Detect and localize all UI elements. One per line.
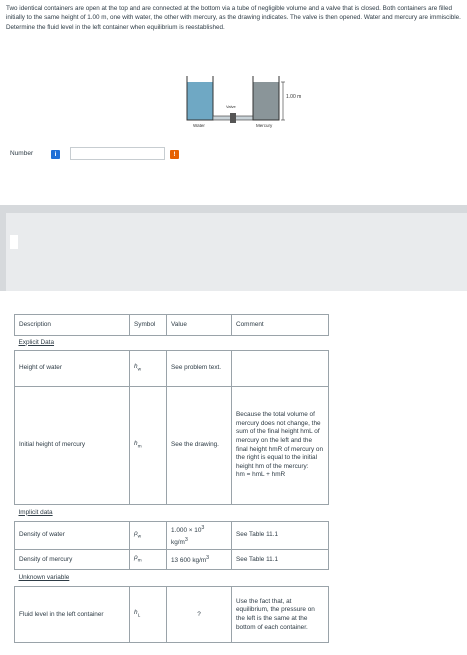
- problem-statement: Two identical containers are open at the top and are connected at the bottom via a tube of negligible volume and a valve that is closed. Both containers are filled initially to the same height of 1.00 m, one with water, the other with mercury, as the drawing indicates. The valve is then opened. Water and mercury are immiscible. Determine the fluid level in the left container when equilibrium is reestablished.: [6, 5, 461, 31]
- table-row: [15, 522, 329, 550]
- info-icon[interactable]: i: [51, 150, 60, 159]
- row-comment: [232, 387, 329, 505]
- row-value: $1.000 \times 10^3$ $kg/m^3$: [167, 522, 232, 550]
- section-unknown-label: Unknown variable: [18, 574, 70, 582]
- section-implicit-row: [15, 505, 329, 522]
- row-comment-formula: hm = hmL + hmR: [236, 471, 286, 479]
- mercury-label: Mercury: [256, 123, 273, 128]
- answer-input[interactable]: [70, 147, 165, 160]
- table-row: [15, 351, 329, 387]
- height-label: 1.00 m: [286, 94, 302, 100]
- row-symbol: $\rho_w$: [130, 522, 167, 550]
- table-row: [15, 550, 329, 570]
- section-explicit-row: [15, 336, 329, 351]
- mercury-fill: [253, 82, 279, 120]
- header-value: Value: [167, 315, 232, 336]
- valve-label: Valve: [226, 104, 236, 109]
- row-symbol: $\rho_m$: [130, 550, 167, 570]
- row-comment: See Table 11.1: [232, 522, 329, 550]
- valve-icon: [230, 113, 236, 123]
- warning-icon: !: [170, 150, 179, 159]
- section-explicit-label: Explicit Data: [18, 338, 55, 346]
- section-unknown-row: [15, 570, 329, 587]
- answer-row: [8, 146, 188, 164]
- header-symbol: Symbol: [130, 315, 167, 336]
- row-desc: Density of water: [15, 522, 130, 550]
- table-row: [15, 587, 329, 643]
- row-value: See the drawing.: [167, 387, 232, 505]
- containers-figure: [182, 72, 302, 128]
- row-desc: Density of mercury: [15, 550, 130, 570]
- media-frame: [0, 205, 467, 291]
- row-value: ?: [167, 587, 232, 643]
- row-desc: Height of water: [15, 351, 130, 387]
- row-desc: Fluid level in the left container: [15, 587, 130, 643]
- section-implicit-label: Implicit data: [18, 508, 53, 516]
- solution-table: [14, 314, 329, 643]
- row-comment: See Table 11.1: [232, 550, 329, 570]
- water-fill: [187, 82, 213, 120]
- row-desc: Initial height of mercury: [15, 387, 130, 505]
- media-panel[interactable]: [6, 213, 467, 291]
- row-value: See problem text.: [167, 351, 232, 387]
- water-label: Water: [193, 123, 205, 128]
- table-row: [15, 387, 329, 505]
- answer-label: Number: [10, 150, 34, 157]
- row-symbol: $h_w$: [130, 351, 167, 387]
- media-corner: [10, 235, 18, 249]
- header-description: Description: [15, 315, 130, 336]
- row-comment-text: Because the total volume of mercury does not change, the sum of the final height hmL of mercury on the left and the final height hmR of mercury on the right is equal to the initial height hm of the mercury:: [236, 411, 324, 470]
- row-comment: Use the fact that, at equilibrium, the pressure on the left is the same at the bottom of each container.: [232, 587, 329, 643]
- table-header-row: [15, 315, 329, 336]
- row-symbol: $h_L$: [130, 587, 167, 643]
- row-comment: [232, 351, 329, 387]
- row-symbol: $h_m$: [130, 387, 167, 505]
- header-comment: Comment: [232, 315, 329, 336]
- row-value: 13 600 $kg/m^3$: [167, 550, 232, 570]
